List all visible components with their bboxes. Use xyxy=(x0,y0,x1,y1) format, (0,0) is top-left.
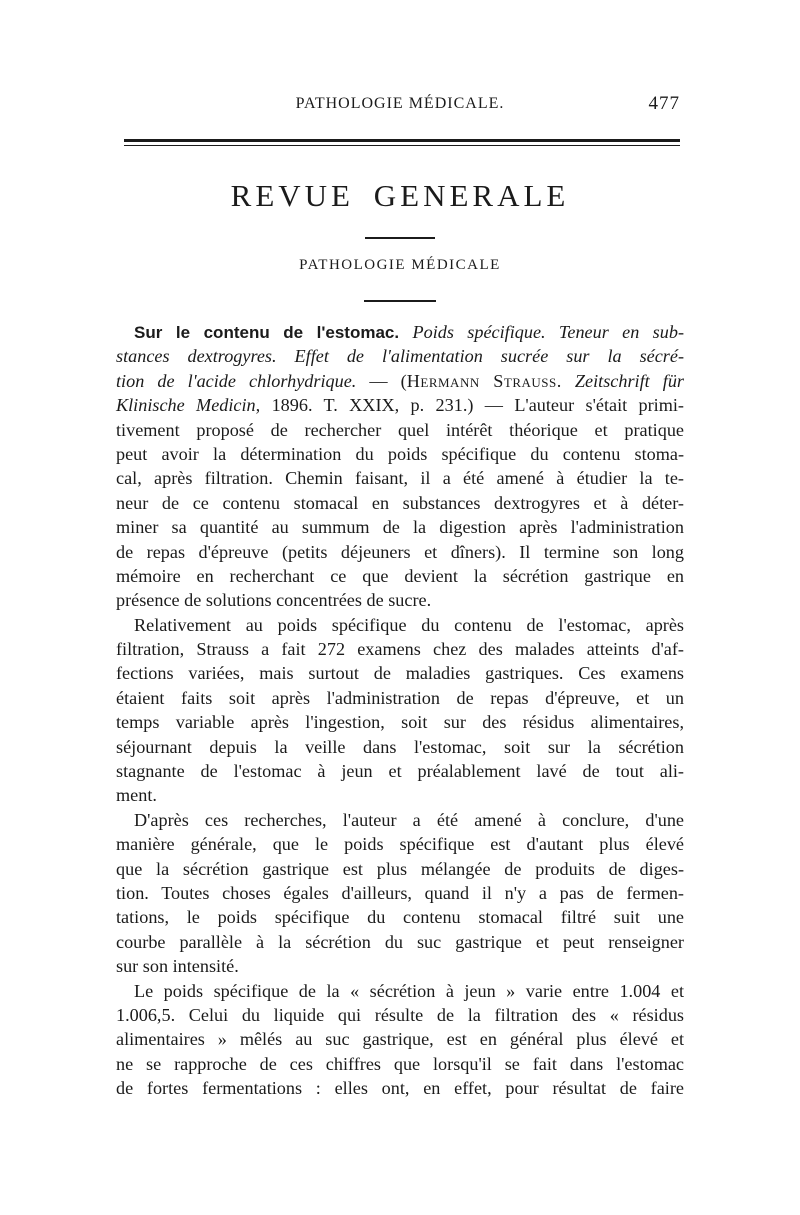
text-line: que la sécrétion gastrique est plus mélangée de produits de diges- xyxy=(116,858,684,879)
text-line: mémoire en recherchant ce que devient la sécrétion gastrique en xyxy=(116,565,684,586)
text-line: tion. Toutes choses égales d'ailleurs, quand il n'y a pas de fermen- xyxy=(116,882,684,903)
article-body xyxy=(116,320,684,1101)
text-line: miner sa quantité au summum de la digestion après l'administration xyxy=(116,517,684,538)
text-line: ne se rapproche de ces chiffres que lorsqu'il se fait dans l'estomac xyxy=(116,1053,684,1074)
main-title: REVUE GENERALE xyxy=(230,178,570,213)
running-head-title: PATHOLOGIE MÉDICALE. xyxy=(295,95,505,112)
text-line: peut avoir la détermination du poids spécifique du contenu stoma- xyxy=(116,443,684,464)
text-line: de fortes fermentations : elles ont, en effet, pour résultat de faire xyxy=(116,1078,684,1099)
text-line: courbe parallèle à la sécrétion du suc gastrique et peut renseigner xyxy=(116,931,684,952)
text-line: D'après ces recherches, l'auteur a été amené à conclure, d'une xyxy=(134,809,684,830)
text-line: stagnante de l'estomac à jeun et préalablement lavé de tout ali- xyxy=(116,761,684,782)
text-line: Relativement au poids spécifique du contenu de l'estomac, après xyxy=(134,614,684,635)
section-title: PATHOLOGIE MÉDICALE xyxy=(299,257,501,273)
text-line: tivement proposé de rechercher quel intérêt théorique et pratique xyxy=(116,419,684,440)
article-lead: Sur le contenu de l'estomac. xyxy=(134,323,400,342)
title-rule xyxy=(365,237,435,239)
text-line: de repas d'épreuve (petits déjeuners et dîners). Il termine son long xyxy=(116,541,684,562)
text-line: ment. xyxy=(116,785,157,806)
running-head xyxy=(116,95,684,119)
text-line: sur son intensité. xyxy=(116,956,239,977)
text-line: filtration, Strauss a fait 272 examens chez des malades atteints d'af- xyxy=(116,639,684,660)
header-rule-thin xyxy=(124,145,680,146)
text-line: tations, le poids spécifique du contenu stomacal filtré suit une xyxy=(116,907,684,928)
text-line: Klinische Medicin, 1896. T. XXIX, p. 231.) — L'auteur s'était primi- xyxy=(116,395,684,416)
page-number: 477 xyxy=(648,93,680,114)
author-name: Hermann Strauss. xyxy=(406,370,562,391)
text-line: séjournant depuis la veille dans l'estomac, soit sur la sécrétion xyxy=(116,736,684,757)
text-line: stances dextrogyres. Effet de l'alimentation sucrée sur la sécré- xyxy=(116,346,684,367)
text-line: alimentaires » mêlés au suc gastrique, est en général plus élevé et xyxy=(116,1029,684,1050)
text-line: Le poids spécifique de la « sécrétion à jeun » varie entre 1.004 et xyxy=(134,980,684,1001)
text-line: tion de l'acide chlorhydrique. — (Hermann Strauss. Zeitschrift für xyxy=(116,370,685,391)
text-line: manière générale, que le poids spécifique est d'autant plus élevé xyxy=(116,834,684,855)
text-line: Sur le contenu de l'estomac. Poids spécifique. Teneur en sub- xyxy=(134,322,685,342)
text-line: 1.006,5. Celui du liquide qui résulte de la filtration des « résidus xyxy=(116,1004,684,1025)
text-line: neur de ce contenu stomacal en substances dextrogyres et à déter- xyxy=(116,492,684,513)
section-rule xyxy=(364,300,436,302)
text-line: temps variable après l'ingestion, soit sur des résidus alimentaires, xyxy=(116,712,684,733)
text-line: étaient faits soit après l'administration de repas d'épreuve, et un xyxy=(116,687,684,708)
text-line: présence de solutions concentrées de sucre. xyxy=(116,590,432,611)
header-rule-thick xyxy=(124,139,680,142)
text-line: fections variées, mais surtout de maladies gastriques. Ces examens xyxy=(116,663,684,684)
text-line: cal, après filtration. Chemin faisant, il a été amené à étudier la te- xyxy=(116,468,684,489)
